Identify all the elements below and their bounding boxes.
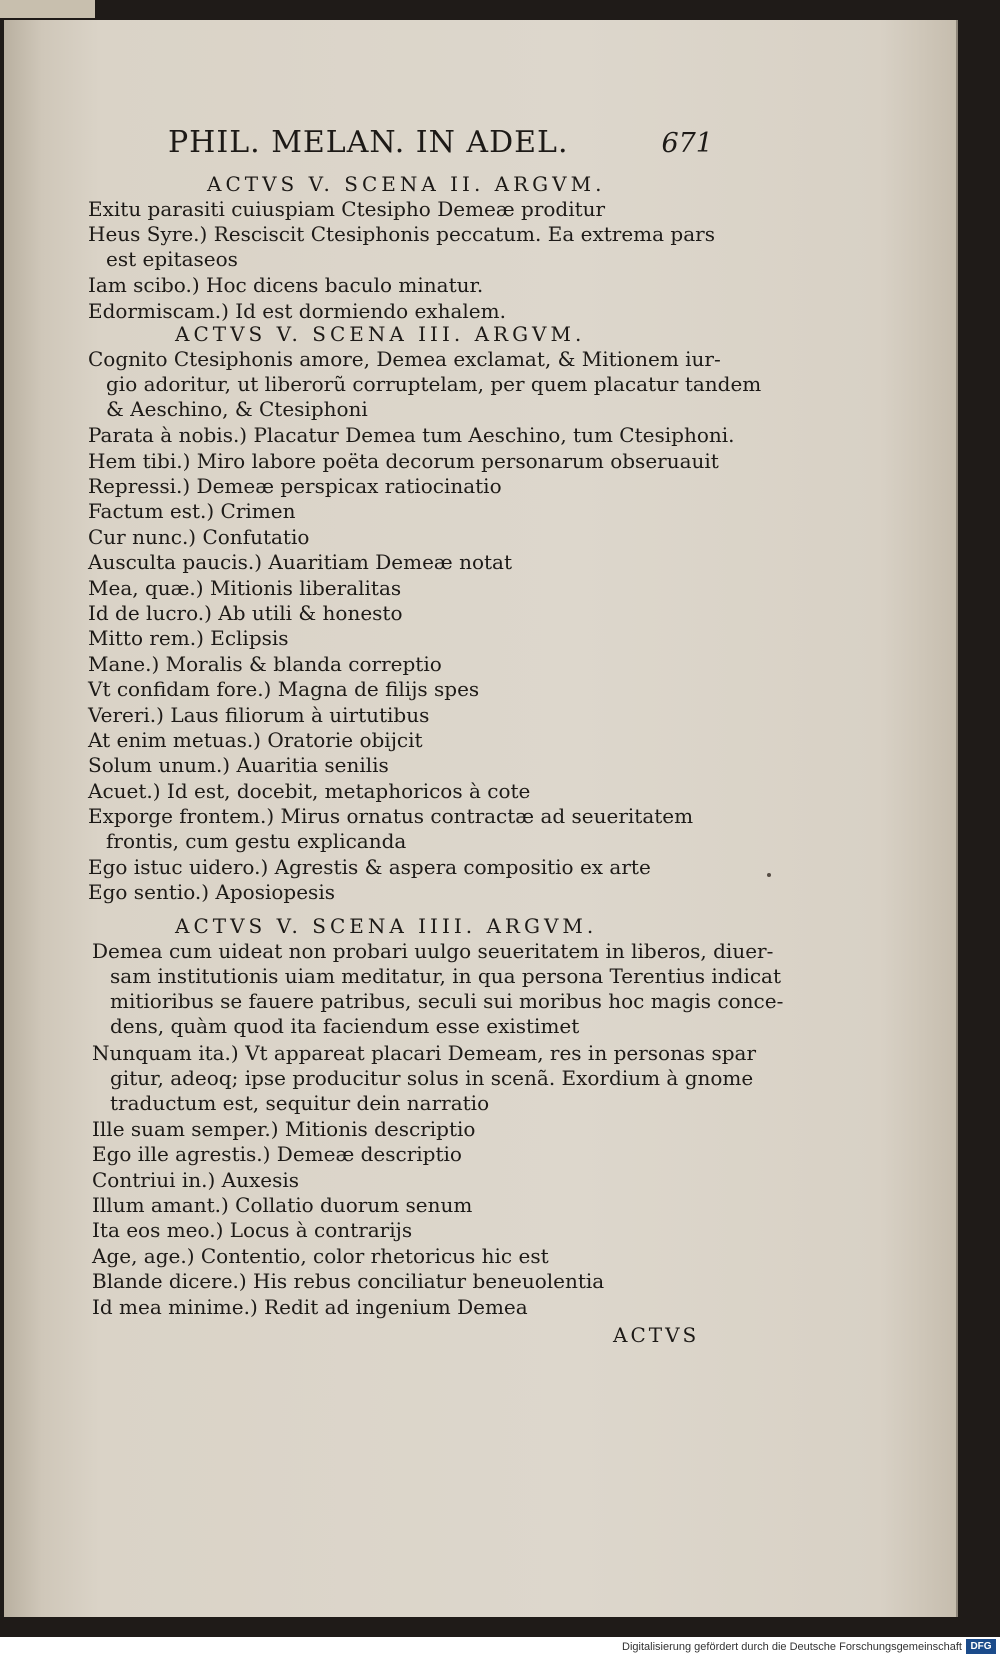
note-entry xyxy=(92,1142,462,1167)
entry-line: Mea, quæ.) Mitionis liberalitas xyxy=(88,575,402,600)
entry-line: Illum amant.) Collatio duorum senum xyxy=(92,1193,473,1217)
entry-line: Repressi.) Demeæ perspicax ratiocinatio xyxy=(88,474,502,498)
section-heading: ACTVS V. SCENA II. ARGVM. xyxy=(207,172,606,196)
section-heading: ACTVS V. SCENA III. ARGVM. xyxy=(175,322,586,346)
entry-line: Nunquam ita.) Vt appareat placari Demeam, res in personas spar xyxy=(92,1040,757,1065)
entry-continuation-line: sam institutionis uiam meditatur, in qua persona Terentius indicat xyxy=(110,964,781,988)
note-entry xyxy=(88,703,429,728)
entry-line: Age, age.) Contentio, color rhetoricus hic est xyxy=(92,1243,549,1268)
entry-continuation-line: mitioribus se fauere patribus, seculi sui moribus hoc magis conce- xyxy=(110,989,784,1013)
entry-line: Mitto rem.) Eclipsis xyxy=(88,626,289,651)
note-entry xyxy=(88,474,502,499)
entry-line: Edormiscam.) Id est dormiendo exhalem. xyxy=(88,298,506,323)
entry-continuation-line: gitur, adeoq; ipse producitur solus in scenã. Exordium à gnome xyxy=(110,1065,754,1090)
note-entry xyxy=(88,753,389,778)
entry-line: Iam scibo.) Hoc dicens baculo minatur. xyxy=(88,273,484,298)
note-entry xyxy=(88,804,693,854)
note-entry xyxy=(88,576,401,601)
entry-line: Ego ille agrestis.) Demeæ descriptio xyxy=(92,1142,462,1167)
note-entry xyxy=(88,601,403,626)
section-heading: ACTVS V. SCENA IIII. ARGVM. xyxy=(175,914,598,938)
entry-line: Parata à nobis.) Placatur Demea tum Aeschino, tum Ctesiphoni. xyxy=(88,423,735,448)
note-entry xyxy=(88,197,605,222)
entry-line: Mane.) Moralis & blanda correptio xyxy=(88,651,442,676)
footer-credit: Digitalisierung gefördert durch die Deutsche Forschungsgemeinschaft xyxy=(622,1641,962,1653)
entry-line: Heus Syre.) Resciscit Ctesiphonis peccatum. Ea extrema pars xyxy=(88,222,715,247)
entry-line: Contriui in.) Auxesis xyxy=(92,1167,300,1192)
entry-continuation-line: dens, quàm quod ita faciendum esse existimet xyxy=(110,1014,580,1038)
note-entry xyxy=(92,1193,472,1218)
entry-continuation-line: est epitaseos xyxy=(106,247,238,272)
entry-line: Cognito Ctesiphonis amore, Demea exclamat, & Mitionem iur- xyxy=(88,347,721,371)
note-entry xyxy=(88,273,483,298)
note-entry xyxy=(88,550,512,575)
catchword: ACTVS xyxy=(613,1323,700,1347)
note-entry xyxy=(88,728,423,753)
entry-line: Ille suam semper.) Mitionis descriptio xyxy=(92,1116,476,1141)
note-entry xyxy=(88,779,530,804)
entry-line: Factum est.) Crimen xyxy=(88,499,296,524)
page-tab xyxy=(0,0,95,18)
dfg-logo: DFG xyxy=(966,1639,996,1654)
entry-line: Solum unum.) Auaritia senilis xyxy=(88,753,389,778)
note-entry xyxy=(92,1269,604,1294)
note-entry xyxy=(88,222,715,272)
entry-continuation-line: frontis, cum gestu explicanda xyxy=(106,829,407,854)
note-entry xyxy=(88,880,335,905)
note-entry xyxy=(88,677,479,702)
note-entry xyxy=(92,1117,475,1142)
note-entry xyxy=(92,939,783,1039)
entry-line: Id de lucro.) Ab utili & honesto xyxy=(88,601,403,625)
note-entry xyxy=(88,299,506,324)
page-number: 671 xyxy=(661,128,713,159)
note-entry xyxy=(88,525,309,550)
entry-line: At enim metuas.) Oratorie obijcit xyxy=(88,728,423,752)
entry-line: Ausculta paucis.) Auaritiam Demeæ notat xyxy=(88,550,513,575)
note-entry xyxy=(88,499,295,524)
note-entry xyxy=(88,347,761,422)
entry-line: Ita eos meo.) Locus à contrarijs xyxy=(92,1218,413,1243)
entry-line: Id mea minime.) Redit ad ingenium Demea xyxy=(92,1294,528,1319)
note-entry xyxy=(88,652,442,677)
entry-line: Vt confidam fore.) Magna de filijs spes xyxy=(88,677,480,702)
note-entry xyxy=(92,1041,756,1116)
note-entry xyxy=(92,1244,549,1269)
page-header xyxy=(168,125,713,165)
entry-continuation-line: & Aeschino, & Ctesiphoni xyxy=(106,397,368,421)
running-head: PHIL. MELAN. IN ADEL. xyxy=(168,125,569,160)
note-entry xyxy=(88,855,651,880)
entry-continuation-line: traductum est, sequitur dein narratio xyxy=(110,1090,490,1115)
note-entry xyxy=(88,626,289,651)
entry-continuation-line: gio adoritur, ut liberorũ corruptelam, per quem placatur tandem xyxy=(106,372,762,396)
entry-line: Cur nunc.) Confutatio xyxy=(88,524,310,549)
entry-line: Vereri.) Laus filiorum à uirtutibus xyxy=(88,702,430,727)
entry-line: Ego istuc uidero.) Agrestis & aspera compositio ex arte xyxy=(88,855,651,879)
note-entry xyxy=(88,449,719,474)
entry-line: Exitu parasiti cuiuspiam Ctesipho Demeæ proditur xyxy=(88,197,606,221)
entry-line: Acuet.) Id est, docebit, metaphoricos à cote xyxy=(88,778,531,803)
entry-line: Ego sentio.) Aposiopesis xyxy=(88,880,335,905)
entry-line: Hem tibi.) Miro labore poëta decorum personarum obseruauit xyxy=(88,448,719,473)
entry-line: Exporge frontem.) Mirus ornatus contractæ ad seueritatem xyxy=(88,804,694,829)
note-entry xyxy=(92,1168,299,1193)
entry-line: Blande dicere.) His rebus conciliatur beneuolentia xyxy=(92,1269,605,1294)
entry-line: Demea cum uideat non probari uulgo seueritatem in liberos, diuer- xyxy=(92,939,774,963)
ink-speck xyxy=(767,873,771,877)
note-entry xyxy=(92,1295,528,1320)
note-entry xyxy=(92,1218,412,1243)
note-entry xyxy=(88,423,735,448)
